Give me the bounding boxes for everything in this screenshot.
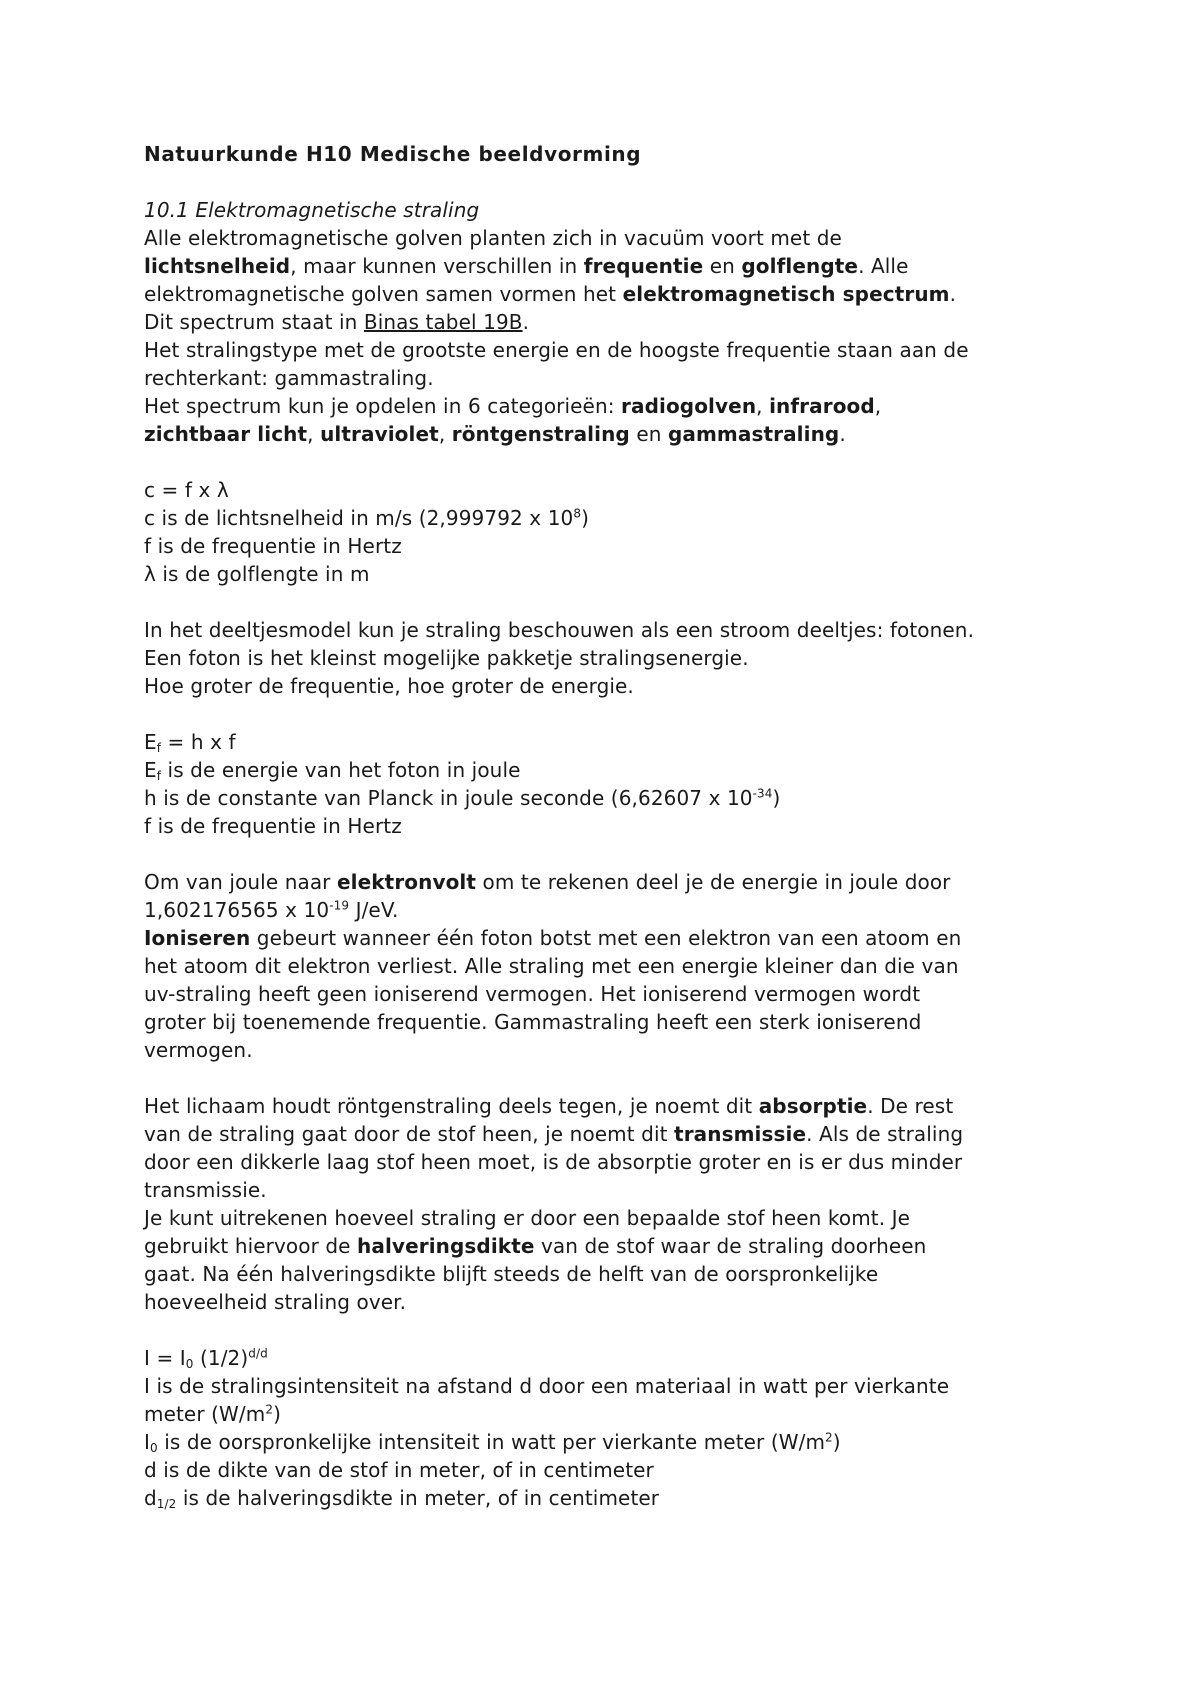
document-body xyxy=(144,140,1084,1512)
section-heading: 10.1 Elektromagnetische straling xyxy=(144,198,480,222)
paragraph-line: door een dikkerle laag stof heen moet, is de absorptie groter en is er dus minder xyxy=(144,1150,963,1174)
paragraph-line: gebruikt hiervoor de halveringsdikte van de stof waar de straling doorheen xyxy=(144,1234,927,1258)
paragraph-line: Het stralingstype met de grootste energie en de hoogste frequentie staan aan de xyxy=(144,338,969,362)
formula-photon-energy: Ef = h x f xyxy=(144,730,236,755)
definition-line: f is de frequentie in Hertz xyxy=(144,814,402,838)
paragraph-line: van de straling gaat door de stof heen, je noemt dit transmissie. Als de straling xyxy=(144,1122,964,1146)
paragraph-line: elektromagnetische golven samen vormen het elektromagnetisch spectrum. xyxy=(144,282,957,306)
paragraph-line: rechterkant: gammastraling. xyxy=(144,366,434,390)
definition-line: d1/2 is de halveringsdikte in meter, of in centimeter xyxy=(144,1486,660,1511)
definition-line: λ is de golflengte in m xyxy=(144,562,370,586)
paragraph-line: gaat. Na één halveringsdikte blijft steeds de helft van de oorspronkelijke xyxy=(144,1262,879,1286)
paragraph-line: uv-straling heeft geen ioniserend vermogen. Het ioniserend vermogen wordt xyxy=(144,982,921,1006)
binas-reference-link[interactable]: Binas tabel 19B xyxy=(363,310,523,334)
paragraph-line: vermogen. xyxy=(144,1038,253,1062)
paragraph-line: Alle elektromagnetische golven planten zich in vacuüm voort met de xyxy=(144,226,842,250)
formula-intensity: I = I0 $(1/2)^{d/d}$ xyxy=(144,1346,268,1371)
definition-line: h is de constante van Planck in joule seconde (6,62607 x $10^{-34}$) xyxy=(144,786,781,810)
paragraph-line: lichtsnelheid, maar kunnen verschillen in frequentie en golflengte. Alle xyxy=(144,254,909,278)
paragraph-line: Dit spectrum staat in Binas tabel 19B. xyxy=(144,310,530,334)
paragraph-line: Hoe groter de frequentie, hoe groter de energie. xyxy=(144,674,634,698)
paragraph-line: Je kunt uitrekenen hoeveel straling er door een bepaalde stof heen komt. Je xyxy=(144,1206,911,1230)
definition-line: meter $(W/m^2)$ xyxy=(144,1402,281,1426)
paragraph-line: Het lichaam houdt röntgenstraling deels tegen, je noemt dit absorptie. De rest xyxy=(144,1094,954,1118)
definition-line: I0 is de oorspronkelijke intensiteit in watt per vierkante meter $(W/m^2)$ xyxy=(144,1430,841,1455)
definition-line: I is de stralingsintensiteit na afstand d door een materiaal in watt per vierkante xyxy=(144,1374,950,1398)
definition-line: c is de lichtsnelheid in m/s (2,999792 x $10^8$) xyxy=(144,506,589,530)
paragraph-line: In het deeltjesmodel kun je straling beschouwen als een stroom deeltjes: fotonen. xyxy=(144,618,975,642)
paragraph-line: het atoom dit elektron verliest. Alle straling met een energie kleiner dan die van xyxy=(144,954,959,978)
formula-wave-speed: c = f x λ xyxy=(144,478,229,502)
paragraph-line: hoeveelheid straling over. xyxy=(144,1290,407,1314)
definition-line: d is de dikte van de stof in meter, of in centimeter xyxy=(144,1458,654,1482)
paragraph-line: Ioniseren gebeurt wanneer één foton botst met een elektron van een atoom en xyxy=(144,926,962,950)
paragraph-line: 1,602176565 x $10^{-19}$ J/eV. xyxy=(144,898,399,922)
paragraph-line: Om van joule naar elektronvolt om te rekenen deel je de energie in joule door xyxy=(144,870,951,894)
paragraph-line: Een foton is het kleinst mogelijke pakketje stralingsenergie. xyxy=(144,646,749,670)
definition-line: f is de frequentie in Hertz xyxy=(144,534,402,558)
paragraph-line: zichtbaar licht, ultraviolet, röntgenstraling en gammastraling. xyxy=(144,422,846,446)
paragraph-line: groter bij toenemende frequentie. Gammastraling heeft een sterk ioniserend xyxy=(144,1010,922,1034)
definition-line: Ef is de energie van het foton in joule xyxy=(144,758,521,783)
paragraph-line: transmissie. xyxy=(144,1178,267,1202)
paragraph-line: Het spectrum kun je opdelen in 6 categorieën: radiogolven, infrarood, xyxy=(144,394,882,418)
page-title: Natuurkunde H10 Medische beeldvorming xyxy=(144,142,642,166)
